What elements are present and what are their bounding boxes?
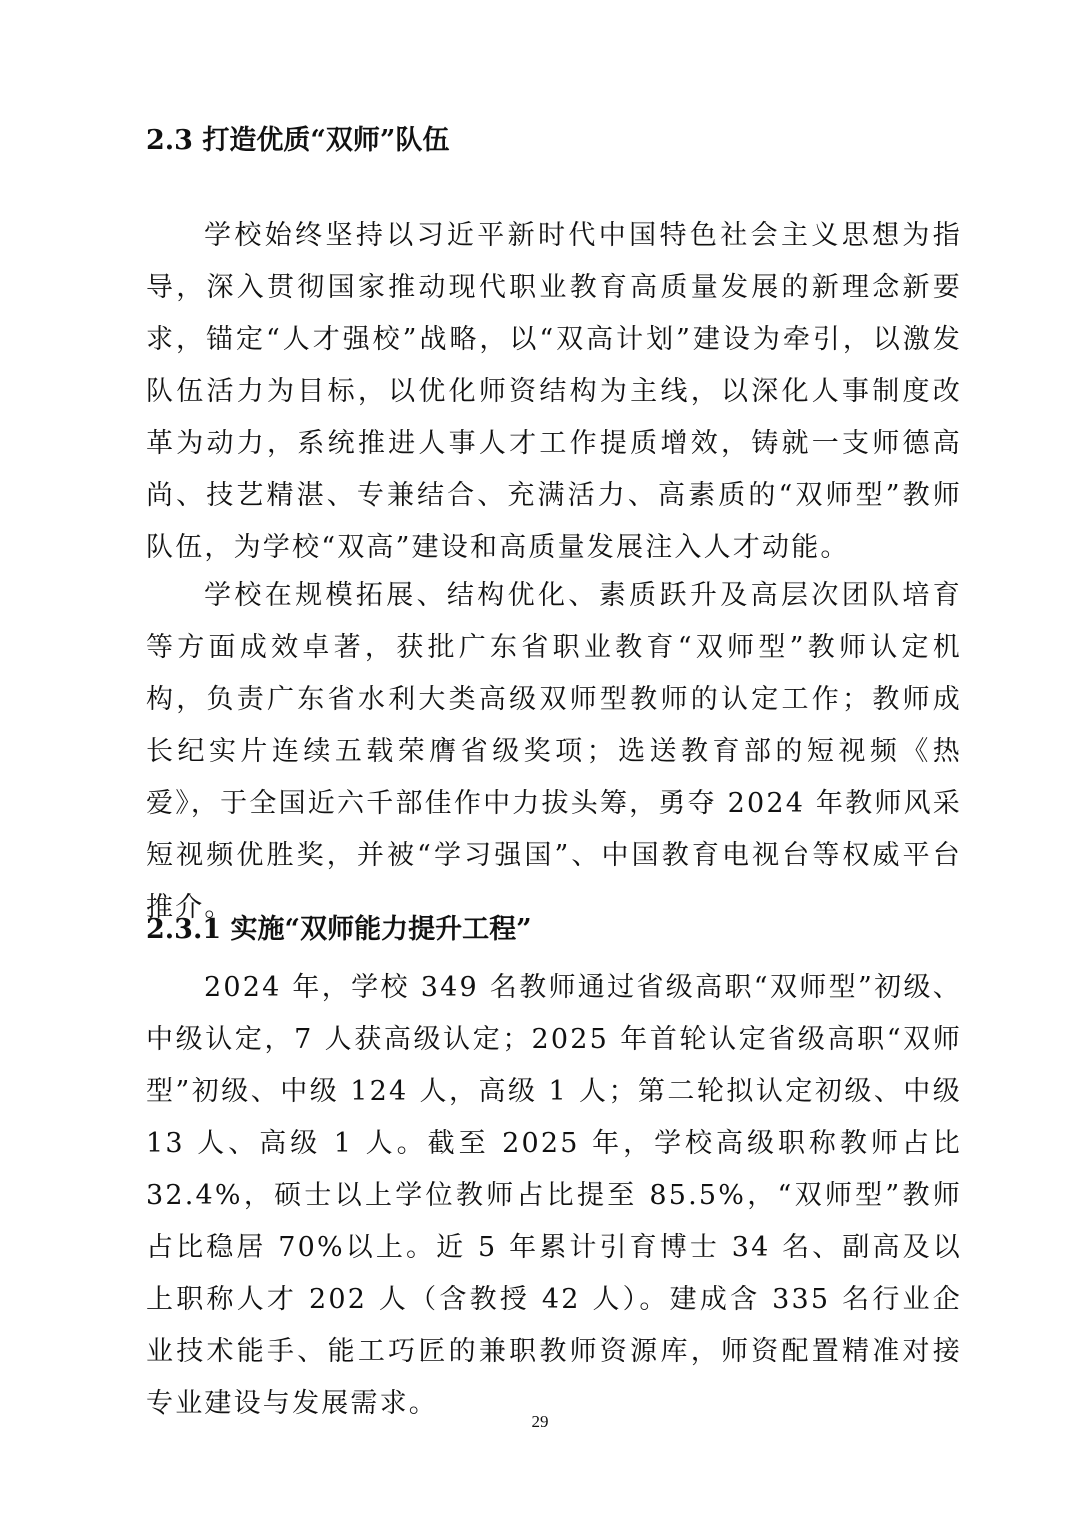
section-paragraph-2: 学校在规模拓展、结构优化、素质跃升及高层次团队培育等方面成效卓著，获批广东省职业教育“双师型”教师认定机构，负责广东省水利大类高级双师型教师的认定工作；教师成长纪实片连续五载荣膺省级奖项；选送教育部的短视频《热爱》，于全国近六千部佳作中力拔头筹，勇夺 2024 年教师风采短视频优胜奖，并被“学习强国”、中国教育电视台等权威平台推介。 bbox=[146, 580, 962, 923]
page-number: 29 bbox=[531, 1412, 549, 1431]
subsection-paragraph-1: 2024 年，学校 349 名教师通过省级高职“双师型”初级、中级认定，7 人获高级认定；2025 年首轮认定省级高职“双师型”初级、中级 124 人，高级 1 人；第二轮拟认定初级、中级 13 人、高级 1 人。截至 2025 年，学校高级职称教师占比 32.4%，硕士以上学位教师占比提至 85.5%，“双师型”教师占比稳居 70%以上。近 5 年累计引育博士 34 名、副高及以上职称人才 202 人（含教授 42 人）。建成含 335 名行业企业技术能手、能工巧匠的兼职教师资源库，师资配置精准对接专业建设与发展需求。 bbox=[146, 972, 962, 1419]
section-heading: 2.3 打造优质“双师”队伍 bbox=[146, 125, 450, 156]
subsection-heading: 2.3.1 实施“双师能力提升工程” bbox=[146, 914, 532, 945]
section-paragraph-1: 学校始终坚持以习近平新时代中国特色社会主义思想为指导，深入贯彻国家推动现代职业教育高质量发展的新理念新要求，锚定“人才强校”战略，以“双高计划”建设为牵引，以激发队伍活力为目标，以优化师资结构为主线，以深化人事制度改革为动力，系统推进人事人才工作提质增效，铸就一支师德高尚、技艺精湛、专兼结合、充满活力、高素质的“双师型”教师队伍，为学校“双高”建设和高质量发展注入人才动能。 bbox=[146, 220, 962, 563]
